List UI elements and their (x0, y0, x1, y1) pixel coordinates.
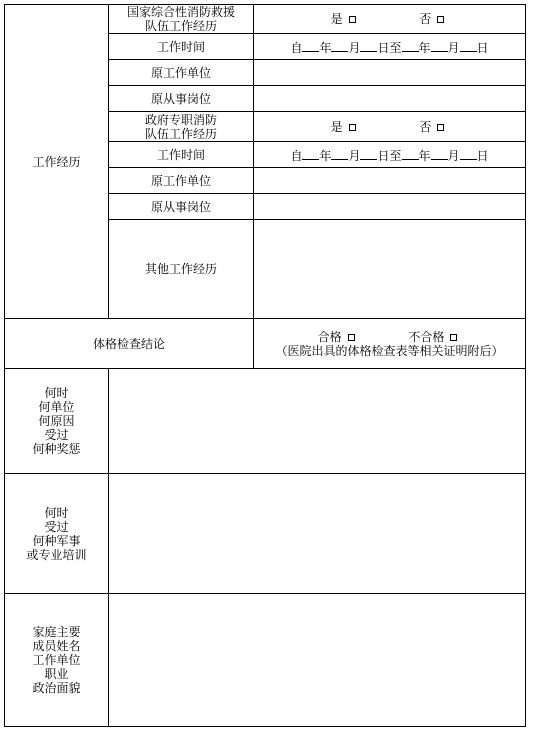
day-to-label: 日至 (377, 40, 402, 55)
month-label: 月 (348, 148, 361, 163)
no-checkbox[interactable] (437, 124, 444, 131)
from-label: 自 (290, 148, 303, 163)
day2-label: 日 (476, 148, 489, 163)
work-experience-label: 工作经历 (5, 5, 109, 319)
yes-checkbox[interactable] (349, 16, 356, 23)
year-blank[interactable] (302, 147, 319, 160)
training-row (5, 474, 526, 594)
original-post-label: 原从事岗位 (109, 194, 254, 220)
yes-label: 是 (330, 12, 343, 26)
day-blank[interactable] (360, 39, 377, 52)
year2-blank[interactable] (402, 39, 419, 52)
work-time-range[interactable] (254, 142, 526, 168)
year2-blank[interactable] (402, 147, 419, 160)
day2-blank[interactable] (460, 39, 477, 52)
physical-exam-note: （医院出具的体格检查表等相关证明附后） (275, 343, 504, 358)
work-time-range[interactable] (254, 34, 526, 60)
month2-label: 月 (447, 40, 460, 55)
family-field[interactable] (109, 594, 526, 727)
pass-checkbox[interactable] (348, 334, 355, 341)
original-unit-field[interactable] (254, 168, 526, 194)
awards-field[interactable] (109, 369, 526, 474)
year-label: 年 (319, 40, 332, 55)
original-post-field[interactable] (254, 194, 526, 220)
yes-checkbox[interactable] (349, 124, 356, 131)
other-experience-label: 其他工作经历 (109, 220, 254, 319)
family-label: 家庭主要 成员姓名 工作单位 职业 政治面貌 (5, 594, 109, 727)
no-checkbox[interactable] (437, 16, 444, 23)
year-blank[interactable] (302, 39, 319, 52)
year2-label: 年 (418, 40, 431, 55)
yes-label: 是 (330, 119, 343, 134)
firefighting-experience-label: 国家综合性消防救援 队伍工作经历 (109, 5, 254, 34)
work-time-label: 工作时间 (109, 34, 254, 60)
no-label: 否 (419, 12, 432, 26)
original-post-label: 原从事岗位 (109, 86, 254, 112)
month2-blank[interactable] (431, 147, 448, 160)
month-blank[interactable] (331, 39, 348, 52)
government-experience-label: 政府专职消防 队伍工作经历 (109, 112, 254, 142)
original-post-field[interactable] (254, 86, 526, 112)
physical-exam-result (254, 319, 526, 369)
month2-label: 月 (447, 148, 460, 163)
firefighting-experience-row (5, 5, 526, 34)
awards-row (5, 369, 526, 474)
year-label: 年 (319, 148, 332, 163)
month-label: 月 (348, 40, 361, 55)
fail-label: 不合格 (408, 329, 445, 344)
other-experience-field[interactable] (254, 220, 526, 319)
original-unit-label: 原工作单位 (109, 60, 254, 86)
registration-form-table (4, 4, 526, 727)
year2-label: 年 (418, 148, 431, 163)
day2-blank[interactable] (460, 147, 477, 160)
firefighting-yes-no (254, 5, 526, 34)
day2-label: 日 (476, 40, 489, 55)
no-label: 否 (419, 119, 432, 134)
day-to-label: 日至 (377, 148, 402, 163)
physical-exam-row (5, 319, 526, 369)
physical-exam-label: 体格检查结论 (5, 319, 254, 369)
from-label: 自 (290, 40, 303, 55)
training-field[interactable] (109, 474, 526, 594)
month-blank[interactable] (331, 147, 348, 160)
fail-checkbox[interactable] (450, 334, 457, 341)
family-row (5, 594, 526, 727)
government-yes-no (254, 112, 526, 142)
work-time-label: 工作时间 (109, 142, 254, 168)
training-label: 何时 受过 何种军事 或专业培训 (5, 474, 109, 594)
awards-label: 何时 何单位 何原因 受过 何种奖惩 (5, 369, 109, 474)
day-blank[interactable] (360, 147, 377, 160)
original-unit-field[interactable] (254, 60, 526, 86)
month2-blank[interactable] (431, 39, 448, 52)
pass-label: 合格 (317, 329, 342, 344)
original-unit-label: 原工作单位 (109, 168, 254, 194)
